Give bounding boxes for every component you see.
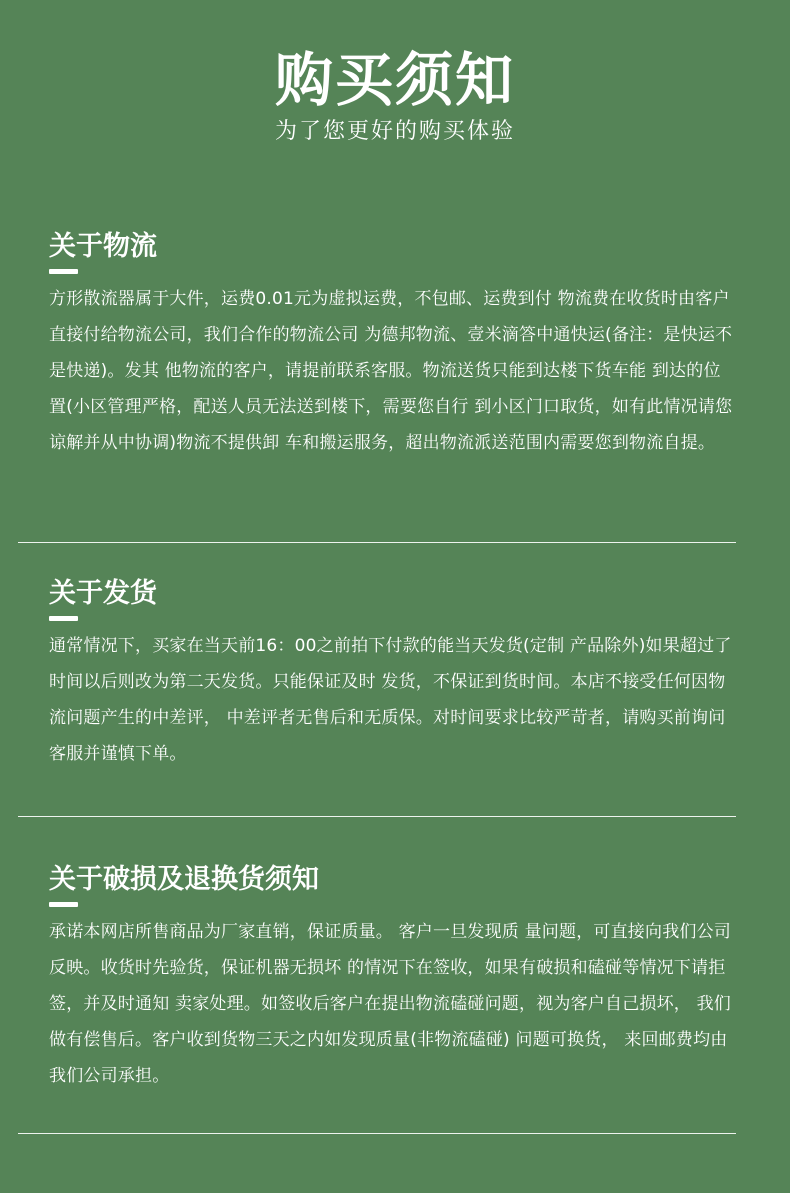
section-title: 关于物流 — [49, 231, 157, 262]
section-title: 关于发货 — [49, 578, 157, 609]
section-divider — [18, 542, 736, 543]
section-title: 关于破损及退换货须知 — [49, 864, 319, 895]
section-body: 通常情况下，买家在当天前16：00之前拍下付款的能当天发货(定制 产品除外)如果超过了时间以后则改为第二天发货。只能保证及时 发货，不保证到货时间。本店不接受任何因物流问题产生的中差评， 中差评者无售后和无质保。对时间要求比较严苛者，请购买前询问 客服并谨慎下单。 — [49, 636, 732, 764]
page-title: 购买须知 — [274, 46, 515, 114]
section-divider — [18, 816, 736, 817]
section-body: 方形散流器属于大件，运费0.01元为虚拟运费，不包邮、运费到付 物流费在收货时由客户直接付给物流公司，我们合作的物流公司 为德邦物流、壹米滴答中通快运(备注：是快运不是快递)。发其 他物流的客户，请提前联系客服。物流送货只能到达楼下货车能 到达的位置(小区管理严格，配送人员无法送到楼下，需要您自行 到小区门口取货，如有此情况请您谅解并从中协调)物流不提供卸 车和搬运服务，超出物流派送范围内需要您到物流自提。 — [49, 289, 733, 453]
page-subtitle: 为了您更好的购买体验 — [274, 119, 515, 144]
section-divider — [18, 1133, 736, 1134]
title-underline — [49, 269, 78, 274]
title-underline — [49, 902, 78, 907]
title-underline — [49, 616, 78, 621]
section-body: 承诺本网店所售商品为厂家直销，保证质量。 客户一旦发现质 量问题，可直接向我们公司反映。收货时先验货，保证机器无损坏 的情况下在签收，如果有破损和磕碰等情况下请拒签，并及时通知 卖家处理。如签收后客户在提出物流磕碰问题，视为客户自己损坏， 我们做有偿售后。客户收到货物三天之内如发现质量(非物流磕碰) 问题可换货， 来回邮费均由我们公司承担。 — [49, 922, 732, 1086]
